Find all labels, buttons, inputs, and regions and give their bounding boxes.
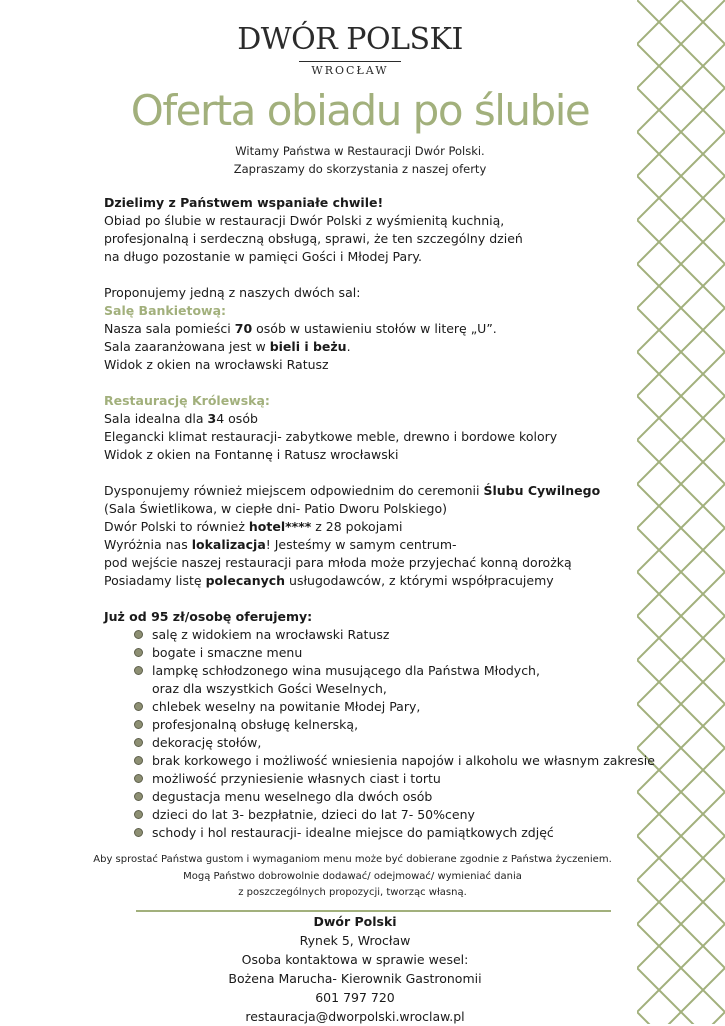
footer-company-name: Dwór Polski xyxy=(313,914,397,929)
vendors-line: Posiadamy listę polecanych usługodawców, z którymi współpracujemy xyxy=(104,573,554,588)
list-item: lampkę schłodzonego wina musującego dla Państwa Młodych, xyxy=(134,662,649,680)
bullet-icon xyxy=(134,810,143,819)
menu-customization-note xyxy=(90,852,615,902)
banquet-capacity: Nasza sala pomieści 70 osób w ustawieniu stołów w literę „U”. xyxy=(104,321,497,336)
bullet-icon xyxy=(134,702,143,711)
list-item: salę z widokiem na wrocławski Ratusz xyxy=(134,626,649,644)
page-title: Oferta obiadu po ślubie xyxy=(130,86,590,135)
banquet-decor: Sala zaaranżowana jest w bieli i beżu. xyxy=(104,339,351,354)
logo-divider xyxy=(299,61,401,62)
note-line: Mogą Państwo dobrowolnie dodawać/ odejmować/ wymieniać dania xyxy=(183,870,522,882)
intro-line: na długo pozostanie w pamięci Gości i Młodej Pary. xyxy=(104,249,422,264)
contact-footer xyxy=(200,912,510,1026)
royal-view: Widok z okien na Fontannę i Ratusz wrocławski xyxy=(104,447,399,462)
bullet-icon xyxy=(134,738,143,747)
note-line: Aby sprostać Państwa gustom i wymaganiom menu może być dobierane zgodnie z Państwa życzeniem. xyxy=(93,854,612,865)
bullet-icon xyxy=(134,774,143,783)
royal-climate: Elegancki klimat restauracji- zabytkowe meble, drewno i bordowe kolory xyxy=(104,429,558,444)
location-line: Wyróżnia nas lokalizacja! Jesteśmy w samym centrum- xyxy=(104,537,457,552)
offer-heading: Już od 95 zł/osobę oferujemy: xyxy=(104,609,313,624)
welcome-line: Witamy Państwa w Restauracji Dwór Polski. xyxy=(235,144,485,158)
intro-heading: Dzielimy z Państwem wspaniałe chwile! xyxy=(104,195,384,210)
halls-intro: Proponujemy jedną z naszych dwóch sal: xyxy=(104,285,361,300)
banquet-view: Widok z okien na wrocławski Ratusz xyxy=(104,357,329,372)
bullet-icon xyxy=(134,828,143,837)
lattice-border-decoration xyxy=(637,0,725,1024)
royal-restaurant-name: Restaurację Królewską: xyxy=(104,393,270,408)
welcome-line: Zapraszamy do skorzystania z naszej oferty xyxy=(233,162,487,176)
offer-content xyxy=(104,194,655,842)
list-item: dzieci do lat 3- bezpłatnie, dzieci do lat 7- 50%ceny xyxy=(134,806,649,824)
list-item: dekorację stołów, xyxy=(134,734,649,752)
footer-email[interactable]: restauracja@dworpolski.wroclaw.pl xyxy=(245,1009,465,1024)
royal-capacity: Sala idealna dla 34 osób xyxy=(104,411,258,426)
welcome-text xyxy=(180,142,540,178)
list-item: bogate i smaczne menu xyxy=(134,644,649,662)
bullet-icon xyxy=(134,720,143,729)
offer-list xyxy=(104,626,655,842)
bullet-icon xyxy=(134,630,143,639)
list-item: chlebek weselny na powitanie Młodej Pary, xyxy=(134,698,649,716)
footer-address: Rynek 5, Wrocław xyxy=(299,933,411,948)
ceremony-place: (Sala Świetlikowa, w ciepłe dni- Patio Dworu Polskiego) xyxy=(104,501,447,516)
logo-wordmark: DWÓR POLSKI xyxy=(237,22,463,57)
list-item-continuation: oraz dla wszystkich Gości Weselnych, xyxy=(152,681,387,696)
intro-line: Obiad po ślubie w restauracji Dwór Polski z wyśmienitą kuchnią, xyxy=(104,213,505,228)
ceremony-line: Dysponujemy również miejscem odpowiednim do ceremonii Ślubu Cywilnego xyxy=(104,483,601,498)
footer-contact-label: Osoba kontaktowa w sprawie wesel: xyxy=(241,952,469,967)
list-item: brak korkowego i możliwość wniesienia napojów i alkoholu we własnym zakresie xyxy=(134,752,649,770)
footer-contact-person: Bożena Marucha- Kierownik Gastronomii xyxy=(228,971,482,986)
carriage-line: pod wejście naszej restauracji para młoda może przyjechać konną dorożką xyxy=(104,555,572,570)
logo xyxy=(200,20,500,78)
logo-city: WROCŁAW xyxy=(311,64,389,77)
hotel-line: Dwór Polski to również hotel**** z 28 pokojami xyxy=(104,519,403,534)
list-item: profesjonalną obsługę kelnerską, xyxy=(134,716,649,734)
banquet-hall-name: Salę Bankietową: xyxy=(104,303,227,318)
intro-line: profesjonalną i serdeczną obsługą, sprawi, że ten szczególny dzień xyxy=(104,231,523,246)
bullet-icon xyxy=(134,666,143,675)
list-item: schody i hol restauracji- idealne miejsce do pamiątkowych zdjęć xyxy=(134,824,649,842)
list-item: możliwość przyniesienie własnych ciast i tortu xyxy=(134,770,649,788)
note-line: z poszczególnych propozycji, tworząc własną. xyxy=(238,887,467,898)
bullet-icon xyxy=(134,792,143,801)
footer-phone[interactable]: 601 797 720 xyxy=(315,990,395,1005)
bullet-icon xyxy=(134,648,143,657)
list-item: degustacja menu weselnego dla dwóch osób xyxy=(134,788,649,806)
bullet-icon xyxy=(134,756,143,765)
